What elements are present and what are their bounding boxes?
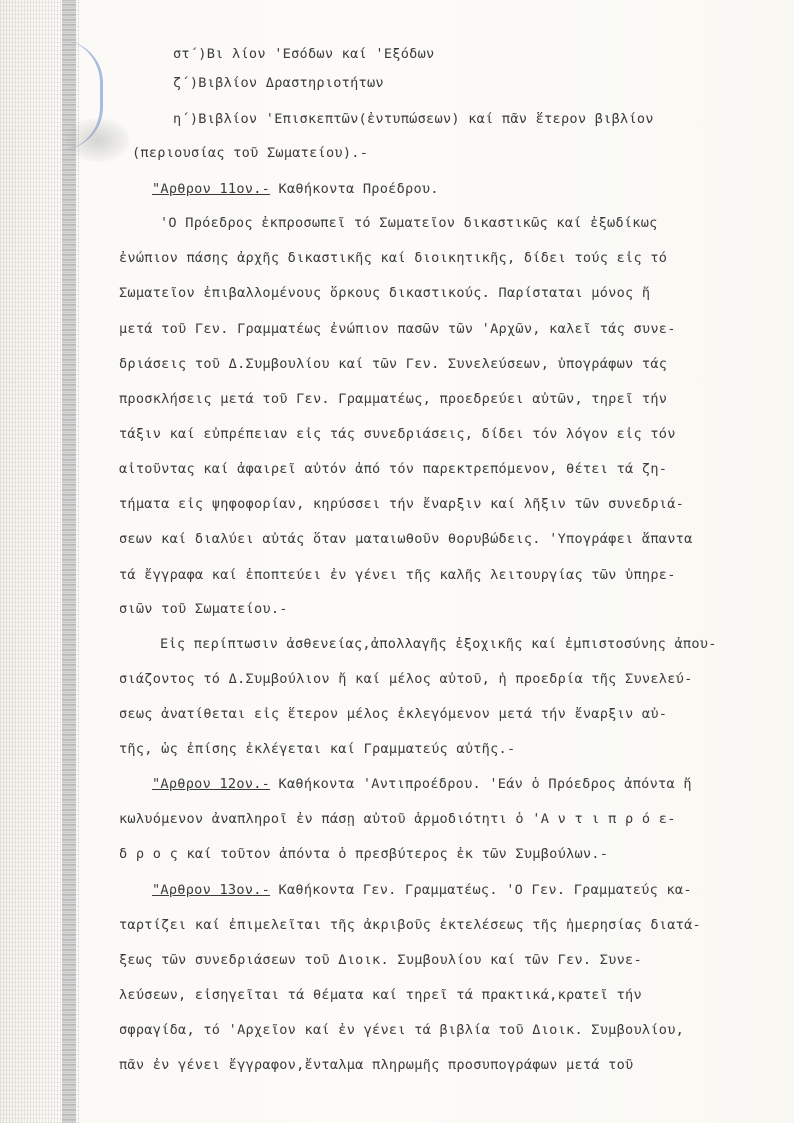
article-heading: "Αρθρον 11ον.- — [152, 181, 271, 197]
article-heading: "Αρθρον 12ον.- — [152, 776, 271, 792]
document-line: Εἰς περίπτωσιν ἀσθενείας,ἀπολλαγῆς ἐξοχικῆς καί ἐμπιστοσύνης ἀπου- — [160, 636, 717, 652]
document-line: σεων καί διαλύει αὐτάς ὅταν ματαιωθοῦν θορυβώδεις. 'Υπογράφει ἅπαντα — [119, 531, 693, 547]
document-line: αἰτοῦντας καί ἀφαιρεῖ αὐτόν ἀπό τόν παρεκτρεπόμενον, θέτει τά ζη- — [119, 461, 668, 477]
document-line: ἐνώπιον πάσης ἀρχῆς δικαστικῆς καί διοικητικῆς, δίδει τούς εἰς τό — [119, 250, 668, 266]
document-line — [152, 181, 439, 197]
article-heading: "Αρθρον 13ον.- — [152, 882, 271, 898]
document-line: τά ἔγγραφα καί ἐποπτεύει ἐν γένει τῆς καλῆς λειτουργίας τῶν ὑπηρε- — [119, 567, 676, 583]
document-line: τήματα εἰς ψηφοφορίαν, κηρύσσει τήν ἔναρξιν καί λῆξιν τῶν συνεδριά- — [119, 496, 685, 512]
document-line: ζ΄)Βιβλίον Δραστηριοτήτων — [173, 75, 384, 91]
document-line: ξεως τῶν συνεδριάσεων τοῦ Διοικ. Συμβουλίου καί τῶν Γεν. Συνε- — [119, 952, 642, 968]
document-line: πᾶν ἐν γένει ἔγγραφον,ἔνταλμα πληρωμῆς προσυπογράφων μετά τοῦ — [119, 1057, 634, 1073]
document-line: μετά τοῦ Γεν. Γραμματέως ἐνώπιον πασῶν τῶν 'Αρχῶν, καλεῖ τάς συνε- — [119, 321, 676, 337]
document-line: σφραγίδα, τό 'Αρχεῖον καί ἐν γένει τά βιβλία τοῦ Διοικ. Συμβουλίου, — [119, 1022, 685, 1038]
document-line: 'Ο Πρόεδρος ἐκπροσωπεῖ τό Σωματεῖον δικαστικῶς καί ἐξωδίκως — [160, 215, 658, 231]
article-heading-rest: Καθήκοντα Προέδρου. — [270, 181, 439, 197]
document-line: λεύσεων, εἰσηγεῖται τά θέματα καί τηρεῖ τά πρακτικά,κρατεῖ τήν — [119, 987, 642, 1003]
binding-strip — [62, 0, 76, 1123]
document-line: η΄)Βιβλίον 'Επισκεπτῶν(ἐντυπώσεων) καί πᾶν ἕτερον βιβλίον — [173, 111, 654, 127]
article-heading-rest: Καθήκοντα 'Αντιπροέδρου. 'Εάν ὁ Πρόεδρος ἀπόντα ἤ — [270, 776, 692, 792]
document-line: Σωματεῖον ἐπιβαλλομένους ὅρκους δικαστικούς. Παρίσταται μόνος ἤ — [119, 285, 651, 301]
document-line: στ΄)Βι λίον 'Εσόδων καί 'Εξόδων — [173, 46, 435, 62]
document-line: τῆς, ὡς ἐπίσης ἐκλέγεται καί Γραμματεύς αὐτῆς.- — [119, 741, 516, 757]
document-line — [152, 882, 692, 898]
document-line: σεως ἀνατίθεται εἰς ἕτερον μέλος ἐκλεγόμενον μετά τήν ἔναρξιν αὐ- — [119, 706, 668, 722]
document-line: κωλυόμενον ἀναπληροῖ ἐν πάσῃ αὐτοῦ ἁρμοδιότητι ὁ 'Α ν τ ι π ρ ό ε- — [119, 811, 676, 827]
stamp-smudge — [66, 118, 130, 162]
document-line: ταρτίζει καί ἐπιμελεῖται τῆς ἀκριβοῦς ἐκτελέσεως τῆς ἡμερησίας διατά- — [119, 917, 701, 933]
document-line: τάξιν καί εὐπρέπειαν εἰς τάς συνεδριάσεις, δίδει τόν λόγον εἰς τόν — [119, 426, 676, 442]
article-heading-rest: Καθήκοντα Γεν. Γραμματέως. 'Ο Γεν. Γραμματεύς κα- — [270, 882, 692, 898]
document-line: σιῶν τοῦ Σωματείου.- — [119, 601, 288, 617]
document-line: (περιουσίας τοῦ Σωματείου).- — [132, 145, 369, 161]
document-line — [152, 776, 692, 792]
document-line: δ ρ ο ς καί τοῦτον ἀπόντα ὁ πρεσβύτερος ἐκ τῶν Συμβούλων.- — [119, 846, 609, 862]
document-line: δριάσεις τοῦ Δ.Συμβουλίου καί τῶν Γεν. Συνελεύσεων, ὑπογράφων τάς — [119, 356, 668, 372]
document-line: σιάζοντος τό Δ.Συμβούλιον ἤ καί μέλος αὐτοῦ, ἡ προεδρία τῆς Συνελεύ- — [119, 671, 693, 687]
document-line: προσκλήσεις μετά τοῦ Γεν. Γραμματέως, προεδρεύει αὐτῶν, τηρεῖ τήν — [119, 391, 668, 407]
